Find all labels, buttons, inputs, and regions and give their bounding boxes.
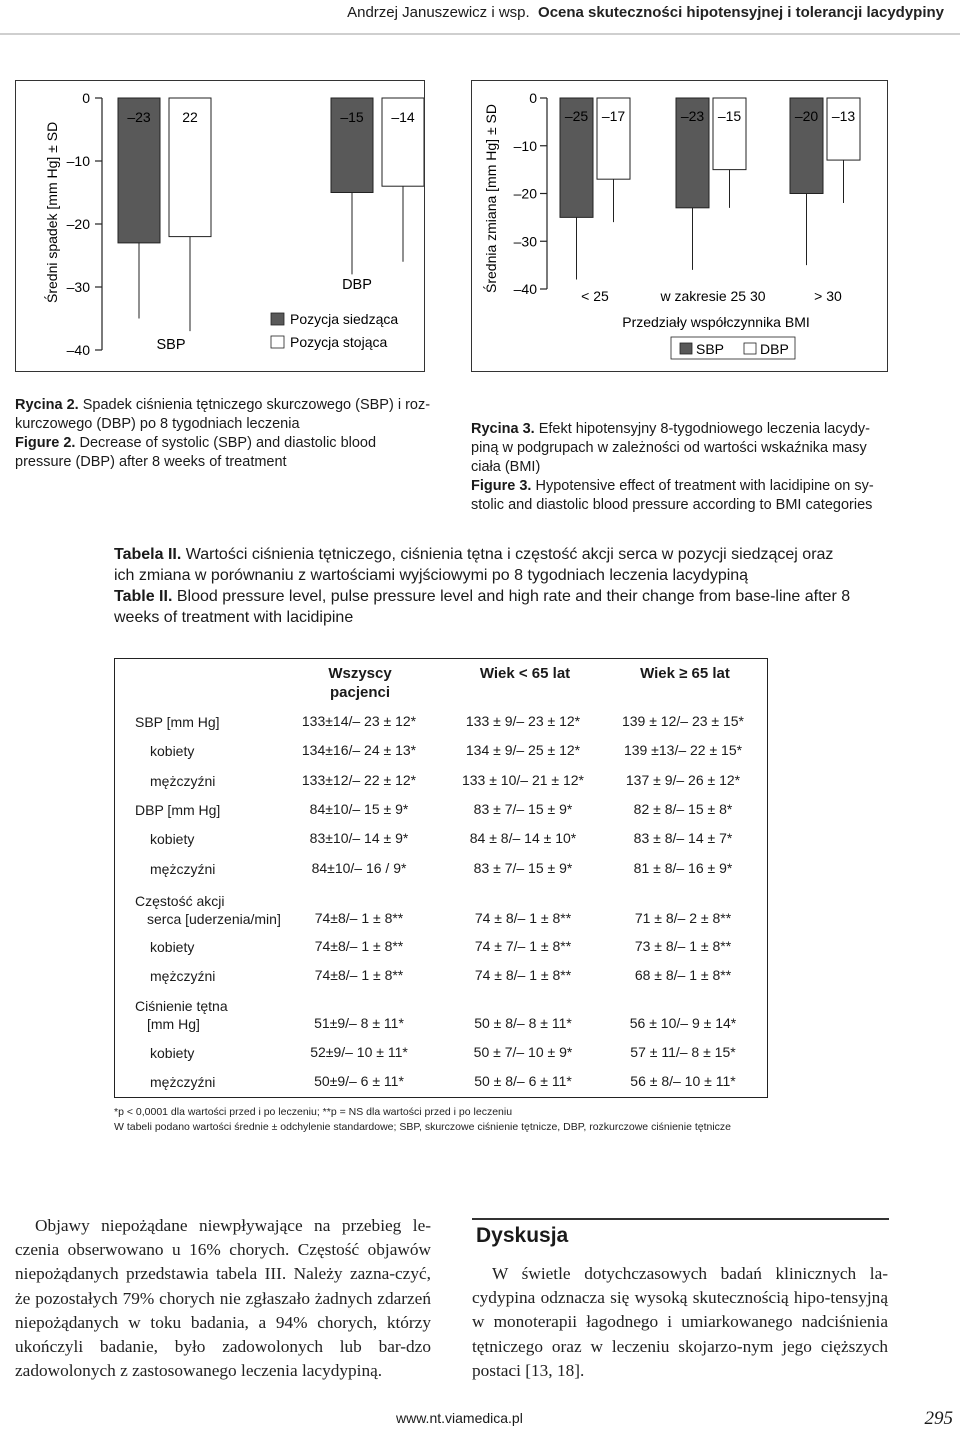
figure-3-tick-label: –40 [513, 281, 537, 297]
figure-3-caption-pl [471, 420, 891, 477]
table-row-label [150, 1044, 194, 1062]
table-label-en: Table II. [114, 588, 173, 605]
figure-2-legend-swatch-standing [271, 336, 284, 348]
figure-2-caption-en-text: Decrease of systolic (SBP) and diastolic blood pressure (DBP) after 8 weeks of treatment [15, 435, 377, 470]
figure-3-legend-dbp: DBP [760, 341, 789, 357]
figure-2-caption-pl [15, 396, 435, 434]
figure-2-data-label: 22 [182, 109, 198, 125]
figure-3-data-label: –17 [601, 108, 626, 124]
figure-2-caption [15, 396, 435, 472]
table-row-label [150, 967, 215, 985]
section-rule [472, 1218, 889, 1220]
table-cell: 50±9/– 6 ± 11* [314, 1073, 404, 1089]
table-cell: 74 ± 8/– 1 ± 8** [474, 910, 572, 926]
table-cell: 68 ± 8/– 1 ± 8** [634, 967, 732, 983]
table-row-label-line: [mm Hg] [147, 1016, 200, 1032]
figure-2-tick-label: –40 [66, 342, 90, 358]
figure-2-group-label-sbp: SBP [156, 337, 186, 353]
table-cell: 84±10/– 16 / 9* [311, 860, 407, 876]
figure-2-caption-pl-text: Spadek ciśnienia tętniczego skurczowego (SBP) i roz-kurczowego (DBP) po 8 tygodniach leczenia [15, 397, 431, 432]
table-row-label-line: kobiety [150, 743, 195, 759]
figure-2-legend-standing: Pozycja stojąca [290, 334, 388, 350]
section-heading: Dyskusja [476, 1224, 569, 1247]
table-cell: 83±10/– 14 ± 9* [309, 830, 409, 846]
table-title-en [114, 586, 854, 628]
table-cell: 137 ± 9/– 26 ± 12* [625, 772, 741, 788]
table-footnote-1: *p < 0,0001 dla wartości przed i po leczeniu; **p = NS dla wartości przed i po leczeniu [114, 1106, 513, 1118]
table-cell: 81 ± 8/– 16 ± 9* [633, 860, 733, 876]
table-row-label-line: Częstość akcji [135, 893, 225, 909]
figure-3-category-3: > 30 [814, 288, 842, 304]
figure-2-chart [16, 81, 424, 371]
table-cell: 84 ± 8/– 14 ± 10* [469, 830, 577, 846]
table-cell: 50 ± 7/– 10 ± 9* [473, 1044, 573, 1060]
figure-3-caption-pl-text: Efekt hipotensyjny 8-tygodniowego leczenia lacydy-piną w podgrupach w zależności od wartości wskaźnika masy ciała (BMI) [471, 421, 870, 475]
table-cell: 74 ± 7/– 1 ± 8** [474, 938, 572, 954]
table-label-pl: Tabela II. [114, 546, 182, 563]
table-cell: 51±9/– 8 ± 11* [314, 1015, 404, 1031]
figure-2-ylabel: Średni spadek [mm Hg] ± SD [44, 121, 60, 303]
figure-2-legend-sitting: Pozycja siedząca [290, 311, 399, 327]
figure-3 [471, 80, 888, 372]
table-row-label-line: mężczyźni [150, 968, 216, 984]
figure-3-caption-pl-label: Rycina 3. [471, 421, 535, 437]
figure-3-tick-label: –10 [513, 137, 537, 154]
figure-3-chart [472, 81, 887, 371]
table-cell: 133 ± 9/– 23 ± 12* [465, 713, 581, 729]
figure-2-caption-pl-label: Rycina 2. [15, 397, 79, 413]
table-cell: 139 ± 12/– 23 ± 15* [621, 713, 744, 729]
column-header-over-65: Wiek ≥ 65 lat [640, 665, 730, 682]
table-cell: 83 ± 7/– 15 ± 9* [473, 860, 573, 876]
figure-3-caption [471, 420, 891, 515]
left-paragraph: Objawy niepożądane niewpływające na przebieg le-czenia obserwowano u 16% chorych. Częstość objawów niepożądanych przedstawia tabela III. Należy zazna-czyć, że pozostałych 79% chorych nie zgłaszało żadnych zdarzeń niepożądanych w toku badania, a 94% chorych, którzy ukończyli badanie, było zadowolonych lub bar-dzo zadowolonych z zastosowanego leczenia lacydypiną. [15, 1216, 431, 1381]
discussion-paragraph: W świetle dotychczasowych badań klinicznych la-cydypina odznacza się wysoką skutecznością hipo-tensyjną w monoterapii łagodnego i umiarkowanego nadciśnienia tętniczego oraz w leczeniu skojarzo-nym jego cięższych postaci [13, 18]. [472, 1264, 888, 1380]
table-row-label [150, 772, 215, 790]
running-head-authors: Andrzej Januszewicz i wsp. [347, 4, 530, 21]
figure-2-tick-label: –20 [66, 216, 90, 232]
figure-3-data-label: –15 [717, 108, 742, 124]
table-row-label-line: SBP [mm Hg] [135, 714, 220, 730]
figure-3-ylabel: Średnia zmiana [mm Hg] ± SD [483, 104, 499, 293]
figure-3-category-2: w zakresie 25 30 [660, 288, 766, 304]
table-cell: 83 ± 7/– 15 ± 9* [473, 801, 573, 817]
table-title-pl [114, 544, 854, 586]
running-head-title: Ocena skuteczności hipotensyjnej i tolerancji lacydypiny [538, 4, 944, 21]
figure-3-tick-label: –30 [513, 233, 537, 250]
figure-3-legend-swatch-sbp [680, 343, 692, 354]
figure-2-data-label: –15 [340, 109, 364, 125]
figure-3-data-label: –25 [564, 108, 589, 124]
figure-3-tick-label: –20 [513, 185, 537, 202]
table-cell: 50 ± 8/– 8 ± 11* [474, 1015, 572, 1031]
table-row-label-line: mężczyźni [150, 773, 216, 789]
table-cell: 82 ± 8/– 15 ± 8* [633, 801, 733, 817]
table-cell: 133 ± 10/– 21 ± 12* [461, 772, 584, 788]
table-cell: 73 ± 8/– 1 ± 8** [634, 938, 732, 954]
table-row-label-line: mężczyźni [150, 1074, 216, 1090]
table-row-label-line: kobiety [150, 939, 195, 955]
table-row-label-line: serca [uderzenia/min] [147, 911, 281, 927]
figure-3-data-label: –23 [680, 108, 705, 124]
figure-2-data-label: –14 [391, 109, 415, 125]
data-table [114, 658, 768, 1098]
figure-3-data-label: –20 [794, 108, 819, 124]
figure-3-legend-sbp: SBP [696, 341, 725, 357]
table-title-pl-text: Wartości ciśnienia tętniczego, ciśnienia tętna i częstość akcji serca w pozycji siedzącej oraz ich zmiana w porównaniu z wartościami wyjściowymi po 8 tygodniach leczenia lacydypiną [114, 546, 834, 584]
table-cell: 74±8/– 1 ± 8** [314, 967, 404, 983]
figure-2-tick-label: –10 [66, 153, 90, 169]
table-cell: 133±12/– 22 ± 12* [301, 772, 417, 788]
figure-2-tick-label: 0 [82, 90, 90, 106]
table-cell: 133±14/– 23 ± 12* [301, 713, 417, 729]
figure-2-group-label-dbp: DBP [342, 277, 372, 293]
table-cell: 134±16/– 24 ± 13* [301, 742, 417, 758]
table-cell: 74±8/– 1 ± 8** [314, 938, 404, 954]
figure-3-data-label: –13 [831, 108, 856, 124]
table-row-label [150, 860, 215, 878]
table-cell: 74±8/– 1 ± 8** [314, 910, 404, 926]
figure-2-tick-label: –30 [66, 279, 90, 295]
page-number: 295 [924, 1408, 953, 1429]
header-rule [0, 33, 960, 35]
table-row-label [135, 997, 228, 1033]
table-row-label-line: kobiety [150, 831, 195, 847]
table-cell: 50 ± 8/– 6 ± 11* [474, 1073, 572, 1089]
table-row-label [150, 830, 194, 848]
figure-3-caption-en-label: Figure 3. [471, 478, 532, 494]
footer-url: www.nt.viamedica.pl [396, 1410, 523, 1426]
table-title-en-text: Blood pressure level, pulse pressure level and high rate and their change from base-line after 8 weeks of treatment with lacidipine [114, 588, 851, 626]
table-row-label-line: mężczyźni [150, 861, 216, 877]
figure-3-caption-en [471, 477, 891, 515]
figure-3-tick-label: 0 [529, 90, 537, 106]
figure-3-legend-swatch-dbp [744, 343, 756, 354]
table-cell: 56 ± 10/– 9 ± 14* [629, 1015, 737, 1031]
running-head [347, 4, 944, 21]
table-row-label-line: DBP [mm Hg] [135, 802, 221, 818]
table-row-label [150, 1073, 215, 1091]
figure-3-category-1: < 25 [581, 288, 609, 304]
table-cell: 71 ± 8/– 2 ± 8** [634, 910, 732, 926]
table-row-label-line: Ciśnienie tętna [135, 998, 228, 1014]
figure-2-legend-swatch-sitting [271, 313, 284, 325]
column-header-under-65: Wiek < 65 lat [479, 665, 571, 682]
table-row-label [135, 892, 281, 928]
table-title [114, 544, 854, 628]
table-row-label [135, 801, 220, 819]
table-row-label-line: kobiety [150, 1045, 195, 1061]
table-cell: 57 ± 11/– 8 ± 15* [630, 1044, 736, 1060]
figure-2-caption-en-label: Figure 2. [15, 435, 76, 451]
table-cell: 52±9/– 10 ± 11* [310, 1044, 408, 1060]
figure-2-caption-en [15, 434, 435, 472]
table-cell: 84±10/– 15 ± 9* [309, 801, 409, 817]
figure-3-xlabel: Przedziały współczynnika BMI [622, 314, 810, 330]
table-row-label [150, 938, 194, 956]
table-cell: 56 ± 8/– 10 ± 11* [630, 1073, 736, 1089]
table-cell: 134 ± 9/– 25 ± 12* [465, 742, 581, 758]
table-footnote-2: W tabeli podano wartości średnie ± odchylenie standardowe; SBP, skurczowe ciśnienie tętnicze, DBP, rozkurczowe ciśnienie tętnicze [114, 1121, 732, 1133]
column-header-all: Wszyscy pacjenci [328, 665, 392, 701]
table-cell: 83 ± 8/– 14 ± 7* [633, 830, 733, 846]
table-row-label [150, 742, 194, 760]
table-cell: 74 ± 8/– 1 ± 8** [474, 967, 572, 983]
table-row-label [135, 713, 220, 731]
figure-2 [15, 80, 425, 372]
table-cell: 139 ±13/– 22 ± 15* [623, 742, 743, 758]
figure-3-caption-en-text: Hypotensive effect of treatment with lacidipine on sy-stolic and diastolic blood pressure according to BMI categories [471, 478, 874, 513]
figure-2-data-label: –23 [127, 109, 151, 125]
